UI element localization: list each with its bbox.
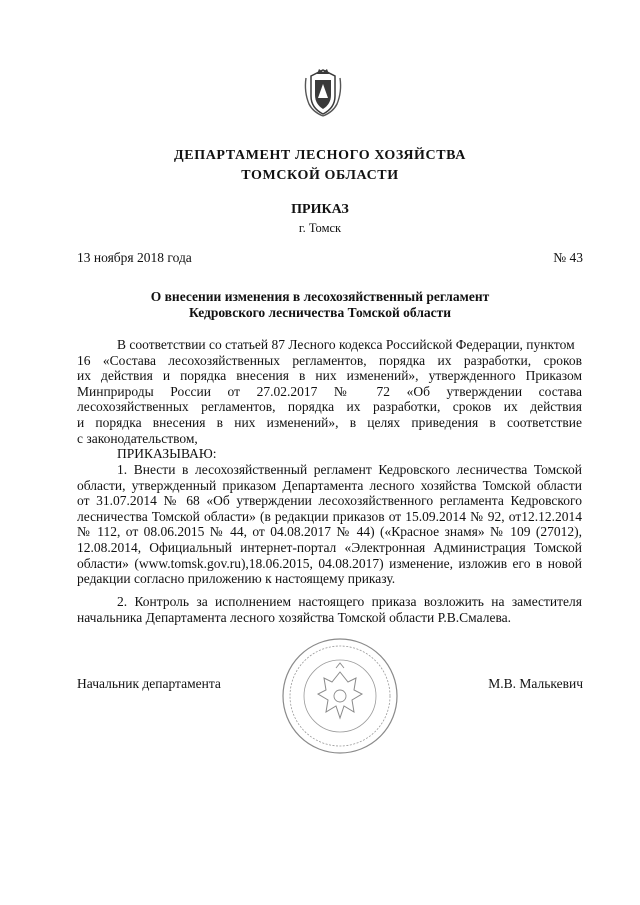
preamble-line: с законодательством,	[77, 430, 198, 446]
department-name-line1: ДЕПАРТАМЕНТ ЛЕСНОГО ХОЗЯЙСТВА	[174, 148, 466, 163]
subject-line1: О внесении изменения в лесохозяйственный регламент	[150, 289, 490, 304]
item-2-paragraph	[77, 594, 582, 625]
signatory-name: М.В. Малькевич	[488, 676, 583, 691]
preamble-line: и порядка внесения в них изменений», в целях приведения в соответствие	[77, 414, 582, 430]
preamble-line: В соответствии со статьей 87 Лесного кодекса Российской Федерации, пунктом	[117, 337, 575, 352]
preamble-paragraph	[77, 337, 582, 462]
signatory-position: Начальник департамента	[77, 676, 221, 691]
order-word: ПРИКАЗЫВАЮ:	[117, 446, 217, 462]
item-1-line: 12.08.2014, Официальный интернет-портал «Электронная Администрация Томской	[77, 539, 582, 555]
order-title: ПРИКАЗ	[291, 202, 349, 217]
subject-line2: Кедровского лесничества Томской области	[188, 305, 452, 320]
item-1-paragraph	[77, 462, 582, 587]
official-seal-icon	[280, 636, 400, 756]
department-name-line2: ТОМСКОЙ ОБЛАСТИ	[241, 168, 399, 183]
item-1-line: области, утвержденный приказом Департамента лесного хозяйства Томской области	[77, 477, 582, 493]
city: г. Томск	[298, 221, 342, 235]
item-1-line: редакции согласно приложению к настоящему приказу.	[77, 571, 396, 587]
order-number: № 43	[553, 250, 583, 265]
preamble-line: Минприроды России от 27.02.2017 № 72 «Об утверждении состава	[77, 383, 582, 399]
preamble-line: их действия и порядка внесения в них изменений», утвержденного Приказом	[77, 368, 582, 384]
preamble-line: 16 «Состава лесохозяйственных регламентов, порядка их разработки, сроков	[77, 352, 582, 368]
item-1-line: от 31.07.2014 № 68 «Об утверждении лесохозяйственного регламента Кедровского	[77, 493, 582, 509]
coat-of-arms-icon	[303, 68, 343, 118]
item-2-line: начальника Департамента лесного хозяйства Томской области Р.В.Смалева.	[77, 609, 512, 625]
item-1-line: 1. Внести в лесохозяйственный регламент Кедровского лесничества Томской	[117, 462, 582, 477]
item-1-line: области» (www.tomsk.gov.ru),18.06.2015, 04.08.2017) изменение, изложив его в новой	[77, 555, 582, 571]
preamble-line: лесохозяйственных регламентов, порядка их разработки, сроков их действия	[77, 399, 582, 415]
item-2-line: 2. Контроль за исполнением настоящего приказа возложить на заместителя	[117, 594, 582, 609]
order-date: 13 ноября 2018 года	[77, 250, 192, 265]
item-1-line: лесничества Томской области» (в редакции приказов от 15.09.2014 № 92, от12.12.2014	[77, 508, 582, 524]
item-1-line: № 112, от 08.06.2015 № 44, от 04.08.2017 № 44) («Красное знамя» № 109 (27012),	[77, 524, 582, 540]
